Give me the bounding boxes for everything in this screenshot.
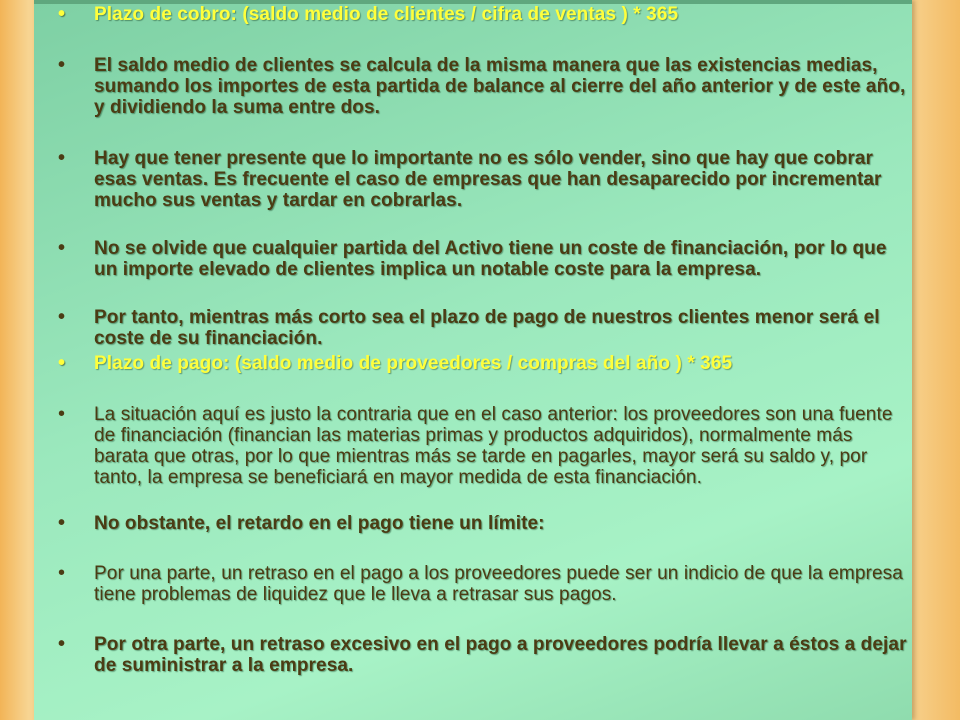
item-text: La situación aquí es justo la contraria que en el caso anterior: los proveedores son una fuente de financiación (financian las materias primas y productos adquiridos), normalmente más barata que otras, por lo que mientras más se tarde en pagarles, mayor será su saldo y, por tanto, la empresa se beneficiará en mayor medida de esta financiación. — [94, 404, 893, 488]
item-text: Plazo de cobro: (saldo medio de clientes / cifra de ventas ) * 365 — [94, 4, 679, 25]
item-text: Plazo de pago: (saldo medio de proveedores / compras del año ) * 365 — [94, 353, 733, 374]
item-text: Por una parte, un retraso en el pago a los proveedores puede ser un indicio de que la empresa tiene problemas de liquidez que le lleva a retrasar sus pagos. — [94, 563, 903, 605]
bullet-icon: • — [58, 512, 66, 534]
item-text: No se olvide que cualquier partida del Activo tiene un coste de financiación, por lo que un importe elevado de clientes implica un notable coste para la empresa. — [94, 238, 887, 280]
item-text: Hay que tener presente que lo importante no es sólo vender, sino que hay que cobrar esas ventas. Es frecuente el caso de empresas que han desaparecido por incrementar mucho sus ventas y tardar en cobrarlas. — [94, 148, 882, 211]
bullet-icon: • — [58, 147, 66, 169]
item-text: Por tanto, mientras más corto sea el plazo de pago de nuestros clientes menor será el coste de su financiación. — [94, 307, 880, 349]
bullet-icon: • — [58, 352, 66, 374]
item-text: El saldo medio de clientes se calcula de la misma manera que las existencias medias, sumando los importes de esta partida de balance al cierre del año anterior y de este año, y dividiendo la suma entre dos. — [94, 55, 906, 118]
item-text: Por otra parte, un retraso excesivo en el pago a proveedores podría llevar a éstos a dejar de suministrar a la empresa. — [94, 634, 907, 676]
item-text: No obstante, el retardo en el pago tiene un límite: — [94, 513, 545, 534]
bullet-icon: • — [58, 237, 66, 259]
bullet-icon: • — [58, 306, 66, 328]
bullet-icon: • — [58, 3, 66, 25]
bullet-icon: • — [58, 403, 66, 425]
bullet-icon: • — [58, 633, 66, 655]
bullet-icon: • — [58, 562, 66, 584]
bullet-icon: • — [58, 54, 66, 76]
